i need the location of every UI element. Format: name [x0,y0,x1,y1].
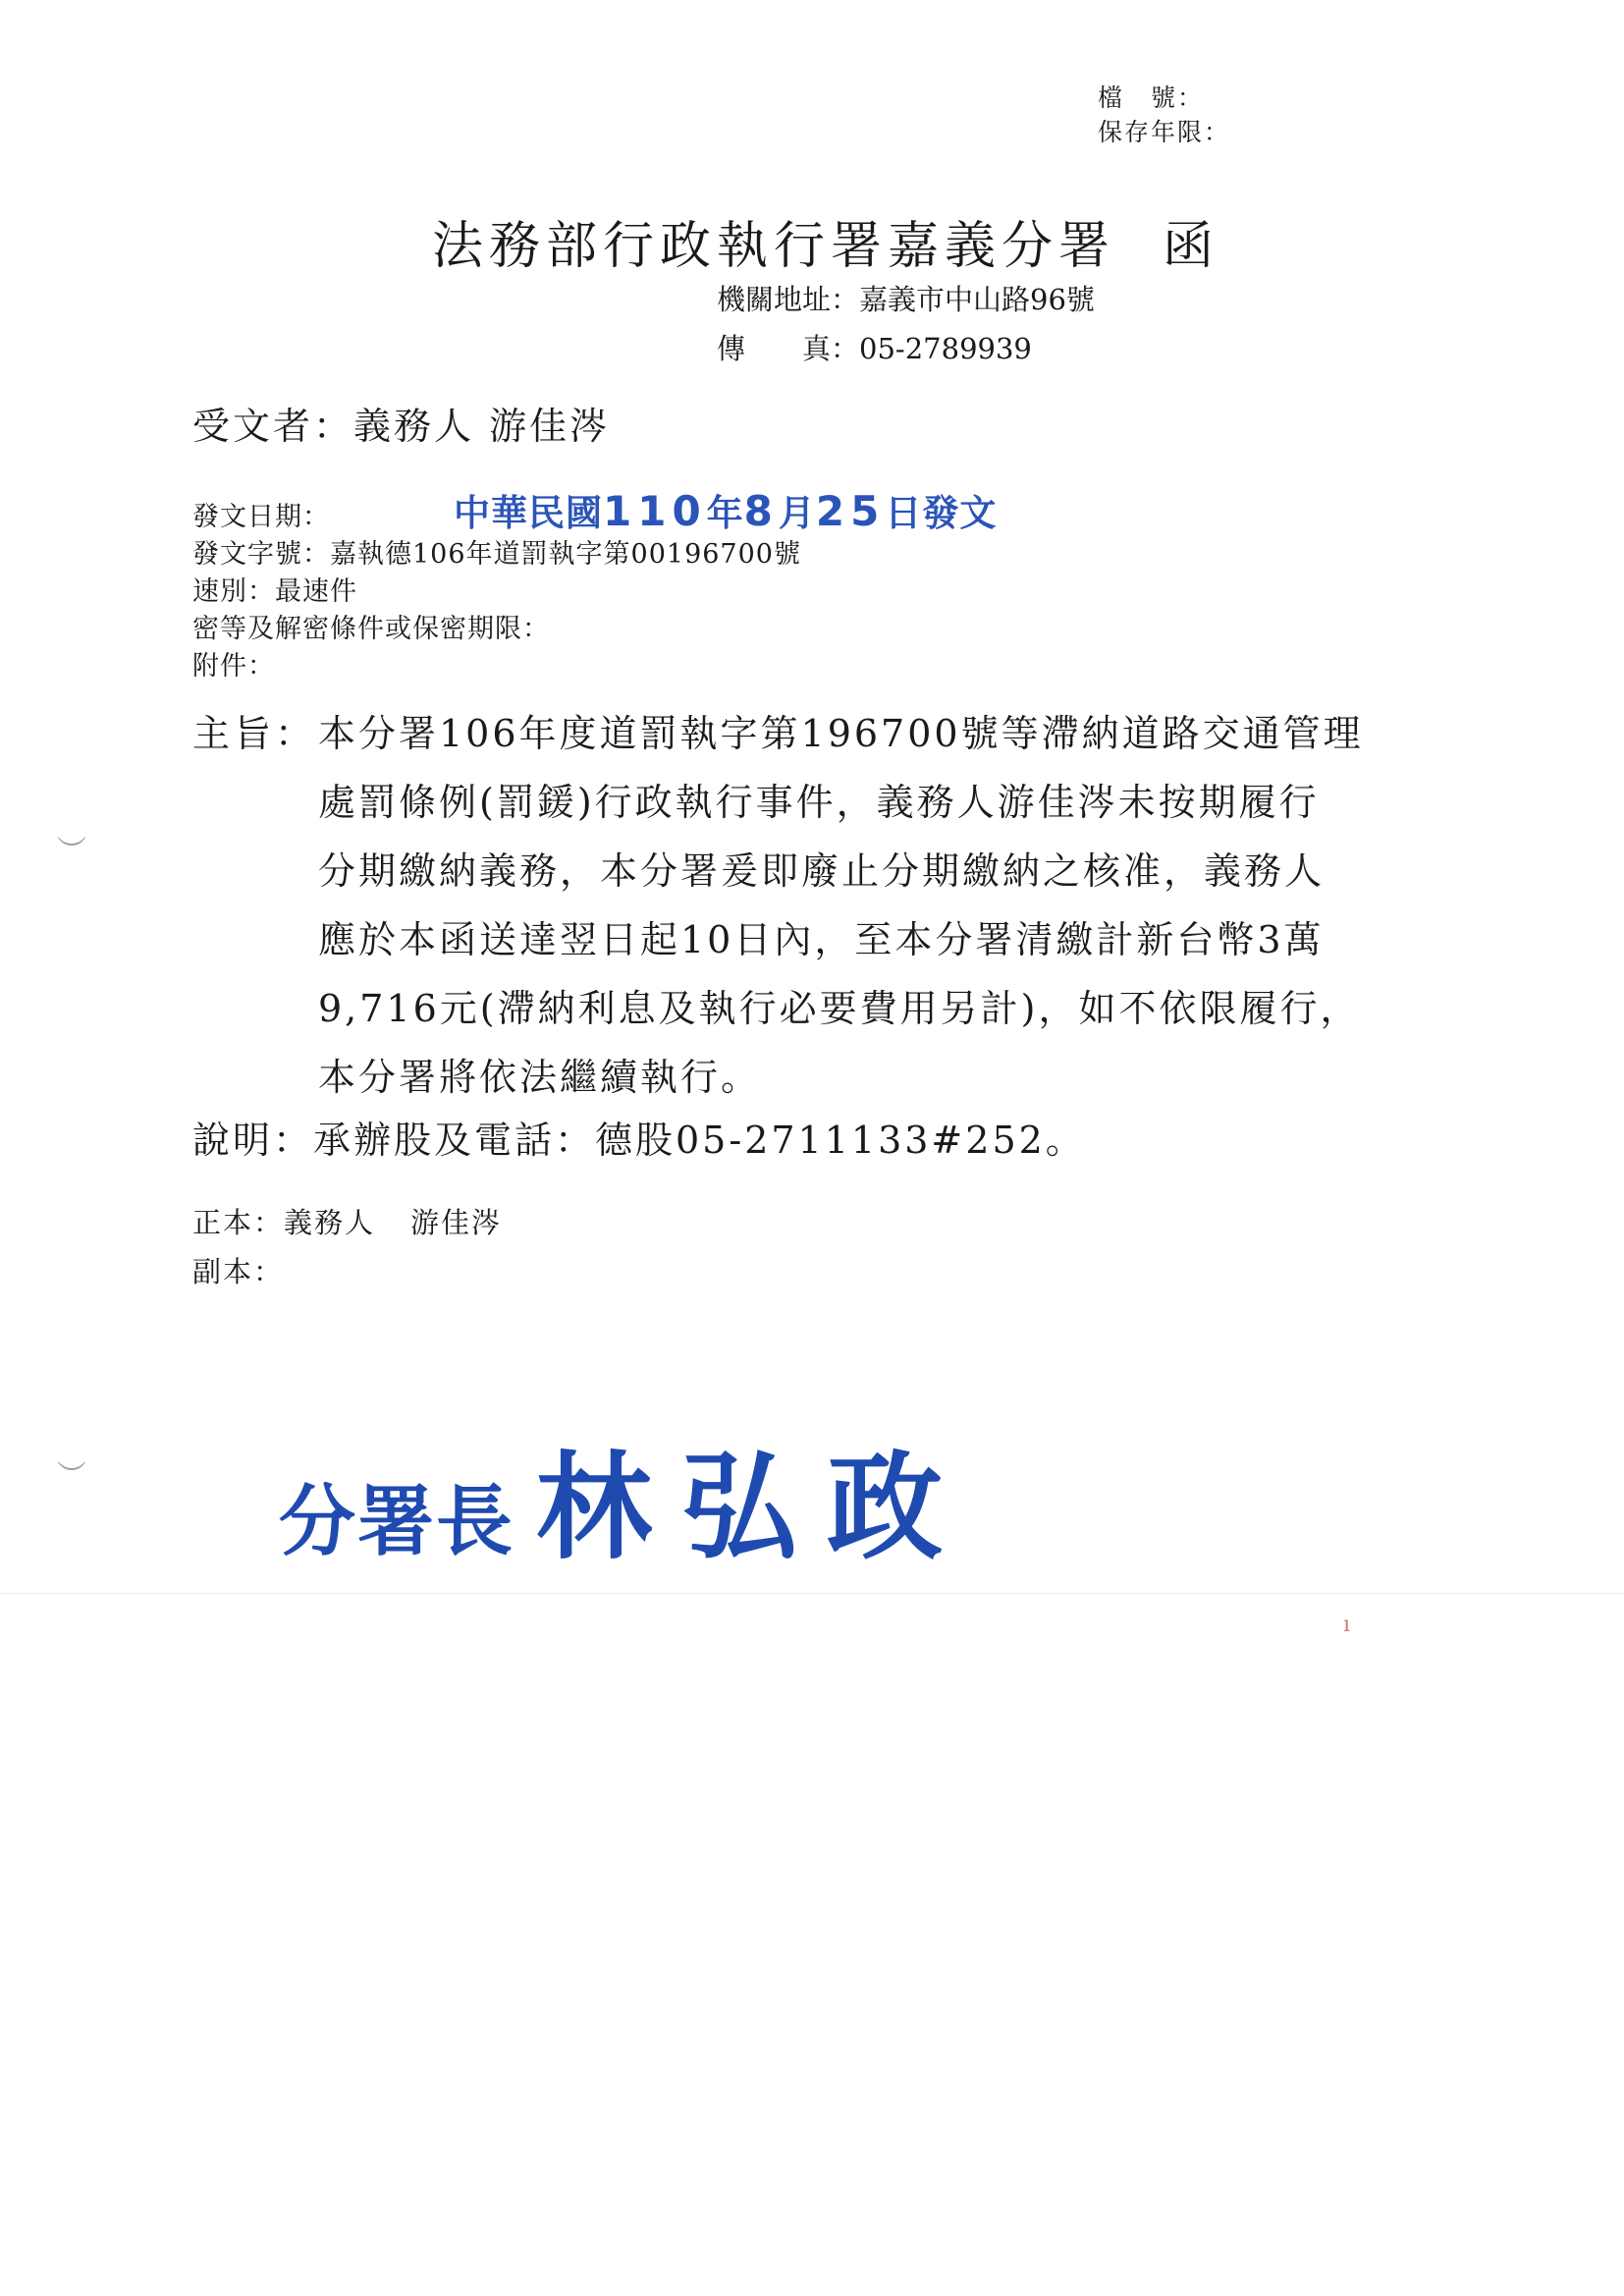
fax-row [717,324,1095,373]
date-prefix: 中華民國 [454,492,603,534]
signature-title: 分署長 [279,1477,515,1566]
date-month: 8 [743,487,779,535]
subject-line: 分期繳納義務，本分署爰即廢止分期繳納之核准，義務人 [318,849,1326,893]
signature-name: 林弘政 [536,1439,973,1575]
address-row [717,275,1095,324]
date-year-unit: 年 [706,492,744,534]
signature-stamp [279,1414,972,1581]
document-type: 函 [1163,217,1220,276]
delivery-speed: 速別：最速件 [192,576,357,607]
carbon-copy-label: 副本： [192,1255,285,1288]
subject-line: 9,716元(滯納利息及執行必要費用另計)，如不依限履行， [318,987,1361,1030]
document-title [432,204,1219,278]
date-day: 25 [815,487,886,535]
subject-line: 應於本函送達翌日起10日內，至本分署清繳計新台幣3萬 [318,918,1325,961]
retention-row [1098,115,1230,149]
subject-line: 處罰條例(罰鍰)行政執行事件，義務人游佳涔未按期履行 [318,781,1320,824]
attachments: 附件： [192,651,275,682]
punch-mark: ︶ [57,1459,86,1494]
original-copy-row [192,1198,502,1247]
subject-label: 主旨： [192,712,317,755]
punch-mark: ︶ [57,835,86,869]
date-month-unit: 月 [778,492,816,534]
scan-mark: ı [1343,1613,1351,1637]
retention-label: 保存年限： [1098,118,1231,146]
page-fold-line [0,1593,1624,1594]
carbon-copy-row [192,1247,502,1296]
address-label: 機關地址： [717,283,860,316]
fax-label: 傳 真： [717,332,860,365]
date-year: 110 [603,487,707,535]
agency-name: 法務部行政執行署嘉義分署 [432,217,1116,276]
agency-contact [717,275,1095,373]
date-suffix: 發文 [922,492,998,534]
file-reference-block [1098,81,1230,149]
distribution [192,1198,502,1296]
address-value: 嘉義市中山路96號 [859,283,1095,316]
file-number-label: 檔 號： [1098,83,1205,112]
original-copy-name: 游佳涔 [410,1206,503,1239]
original-copy-label: 正本：義務人 [192,1206,376,1239]
secrecy-level: 密等及解密條件或保密期限： [192,614,550,644]
recipient: 受文者：義務人 游佳涔 [192,405,611,448]
issue-date-stamp [454,483,997,536]
subject-line: 本分署將依法繼續執行。 [318,1056,762,1099]
date-day-unit: 日 [885,492,923,534]
issue-date-label: 發文日期： [192,502,330,532]
explanation: 說明：承辦股及電話：德股05-2711133#252。 [192,1119,1086,1162]
document-number: 發文字號：嘉執德106年道罰執字第00196700號 [192,539,801,570]
subject-line: 本分署106年度道罰執字第196700號等滯納道路交通管理 [318,712,1364,755]
file-number-row [1098,81,1230,115]
fax-value: 05-2789939 [859,332,1032,365]
